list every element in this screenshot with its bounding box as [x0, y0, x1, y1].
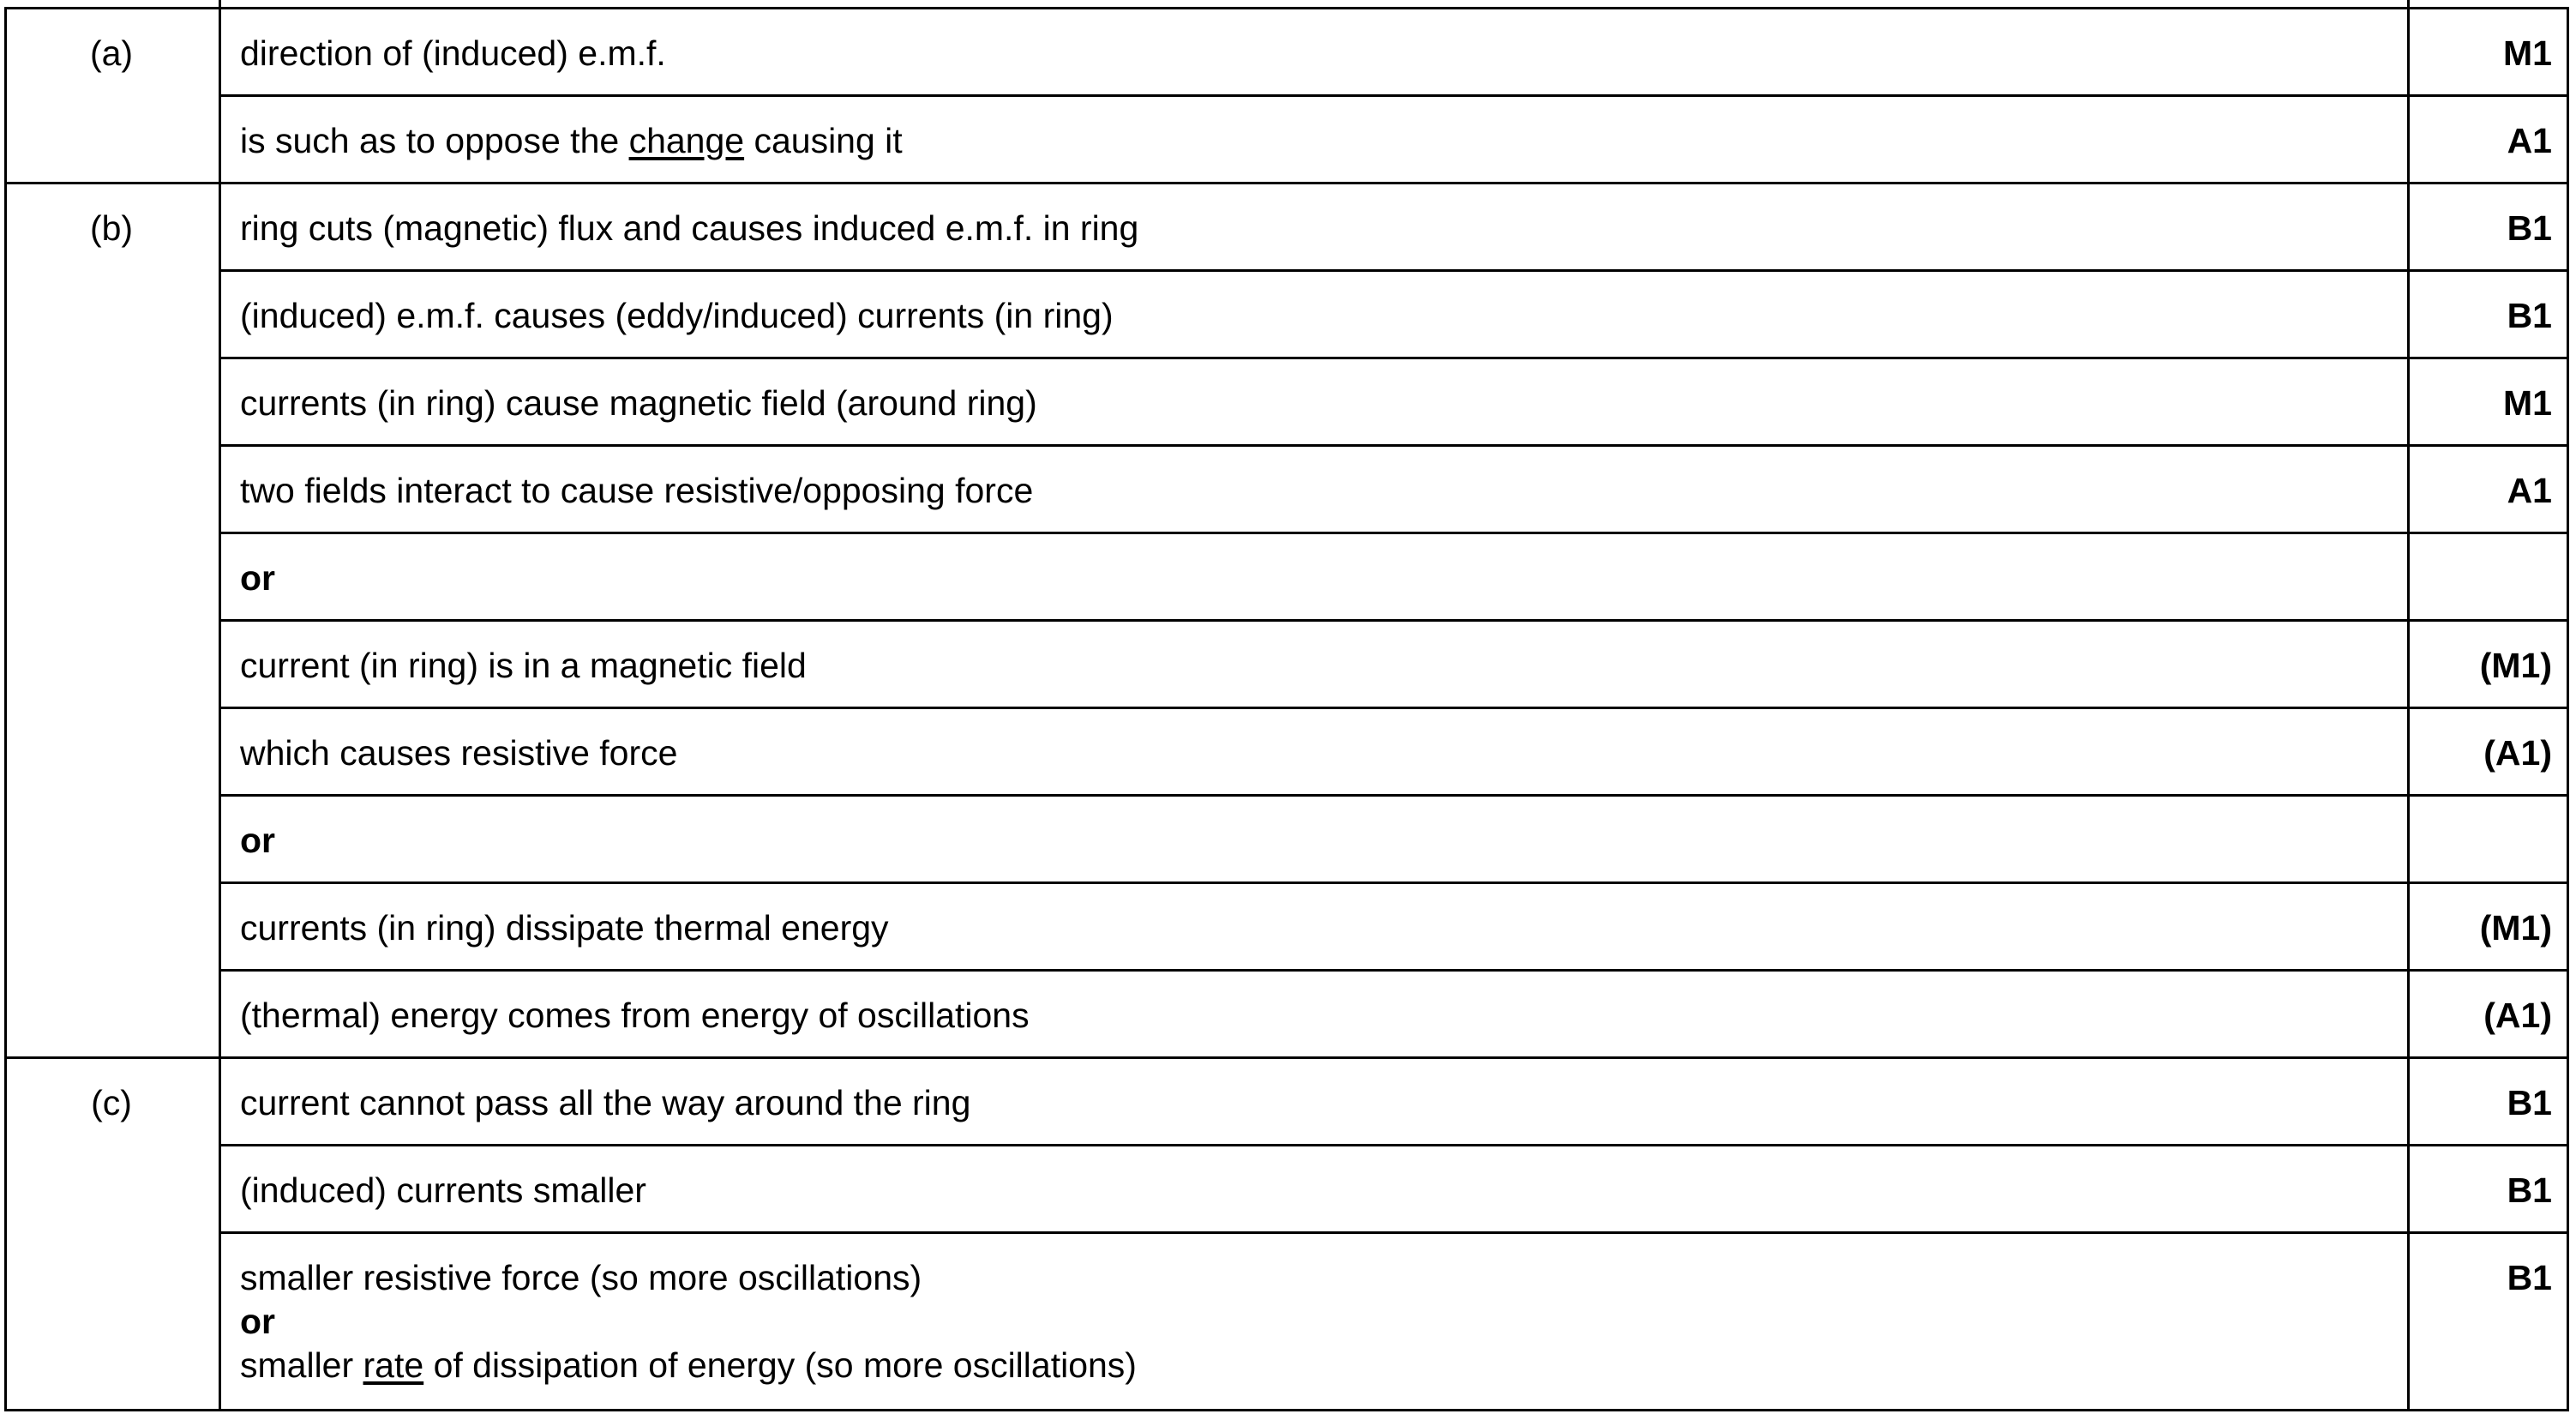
answer-text: ring cuts (magnetic) flux and causes induced e.m.f. in ring — [240, 208, 1139, 248]
answer-text: (induced) e.m.f. causes (eddy/induced) currents (in ring) — [240, 296, 1114, 335]
row-divider — [219, 444, 2569, 447]
answer-text: (thermal) energy comes from energy of oscillations — [240, 996, 1030, 1035]
row-divider — [219, 794, 2569, 797]
mark-code: M1 — [2503, 33, 2552, 73]
row-divider — [219, 881, 2569, 884]
mark-code: B1 — [2507, 296, 2552, 335]
part-label-b: (b) — [89, 208, 134, 248]
part-label-a: (a) — [89, 33, 134, 73]
answer-text: which causes resistive force — [240, 733, 678, 773]
alternative-or-label: or — [240, 1302, 275, 1341]
answer-text: current (in ring) is in a magnetic field — [240, 646, 807, 685]
part-divider — [4, 1056, 2569, 1059]
answer-text: smaller rate of dissipation of energy (so more oscillations) — [240, 1345, 1137, 1385]
mark-code: B1 — [2507, 1083, 2552, 1122]
alternative-or-label: or — [240, 821, 275, 860]
table-border-top — [4, 7, 2569, 9]
answer-text: two fields interact to cause resistive/opposing force — [240, 471, 1034, 510]
answer-text: currents (in ring) cause magnetic field (around ring) — [240, 383, 1037, 423]
row-divider — [219, 1144, 2569, 1146]
mark-code: B1 — [2507, 208, 2552, 248]
row-divider — [219, 707, 2569, 709]
row-divider — [219, 619, 2569, 622]
row-divider — [219, 532, 2569, 534]
answer-text: current cannot pass all the way around the ring — [240, 1083, 971, 1122]
answer-text: is such as to oppose the change causing it — [240, 121, 903, 160]
row-divider — [219, 269, 2569, 272]
mark-code: (M1) — [2479, 646, 2552, 685]
row-divider — [219, 94, 2569, 97]
row-divider — [219, 969, 2569, 972]
answer-text: smaller resistive force (so more oscillations) — [240, 1258, 922, 1297]
answer-text: (induced) currents smaller — [240, 1170, 646, 1210]
mark-code: (A1) — [2483, 996, 2552, 1035]
part-label-c: (c) — [91, 1083, 132, 1122]
underlined-keyword: change — [628, 121, 745, 160]
table-border-right — [2567, 7, 2569, 1411]
answer-text: direction of (induced) e.m.f. — [240, 33, 666, 73]
row-divider — [219, 357, 2569, 359]
column-divider-mark — [2407, 0, 2410, 1411]
mark-code: M1 — [2503, 383, 2552, 423]
mark-code: A1 — [2507, 121, 2552, 160]
row-divider — [219, 1231, 2569, 1234]
underlined-keyword: rate — [363, 1345, 424, 1385]
mark-code: (A1) — [2483, 733, 2552, 773]
mark-code: (M1) — [2479, 908, 2552, 948]
answer-text: currents (in ring) dissipate thermal energy — [240, 908, 889, 948]
mark-code: B1 — [2507, 1258, 2552, 1297]
column-divider-part — [219, 0, 221, 1411]
alternative-or-label: or — [240, 558, 275, 598]
table-border-bottom — [4, 1409, 2569, 1411]
mark-code: B1 — [2507, 1170, 2552, 1210]
mark-code: A1 — [2507, 471, 2552, 510]
part-divider — [4, 182, 2569, 184]
